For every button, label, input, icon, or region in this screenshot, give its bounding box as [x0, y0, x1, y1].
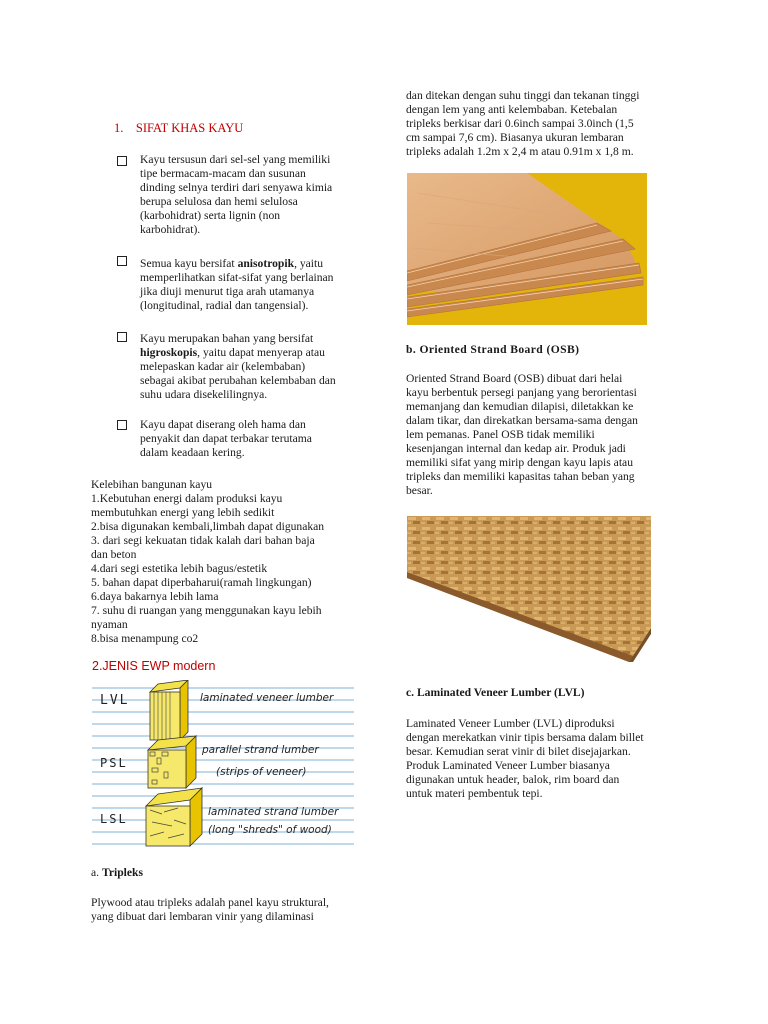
tripleks-text: Plywood atau tripleks adalah panel kayu struktural, yang dibuat dari lembaran vinir yang dilaminasi: [91, 896, 329, 923]
plywood-sheets-svg: [407, 173, 647, 325]
sketch-caption-psl: parallel strand lumber: [202, 744, 319, 756]
sketch-code-lsl: LSL: [100, 812, 128, 826]
bullet-2-text: Semua kayu bersifat anisotropik, yaitu memperlihatkan sifat-sifat yang berlainan jika diuji menurut tiga arah utamanya (longitudinal, radial dan tangensial).: [140, 257, 334, 312]
bullet-box-3: [117, 332, 127, 342]
osb-photo: [407, 516, 651, 662]
sketch-caption-psl-2: (strips of veneer): [216, 766, 307, 778]
sketch-caption-lvl: laminated veneer lumber: [200, 692, 334, 704]
anisotropik-term: anisotropik: [237, 257, 295, 270]
bullet-3-text: Kayu merupakan bahan yang bersifat higroskopis, yaitu dapat menyerap atau melepaskan kadar air (kelembaban) sebagai akibat perubahan kelembaban dan suhu udara disekelilingnya.: [140, 332, 336, 401]
lvl-text: Laminated Veneer Lumber (LVL) diproduksi dengan merekatkan vinir tipis bersama dalam billet besar. Kemudian serat vinir di bilet disejajarkan. Produk Laminated Veneer Lumber biasanya digunakan untuk header, balok, rim board dan untuk materi pembentuk tepi.: [406, 717, 644, 800]
osb-heading: b. Oriented Strand Board (OSB): [406, 343, 580, 356]
higroskopis-term: higroskopis: [140, 346, 198, 359]
bullet-box-4: [117, 420, 127, 430]
sketch-code-lvl: LVL: [100, 693, 130, 708]
lvl-heading: c. Laminated Veneer Lumber (LVL): [406, 686, 585, 699]
ewp-sketch-svg: [92, 680, 354, 848]
psl-block: [148, 736, 196, 788]
osb-board-svg: [407, 516, 651, 662]
sketch-caption-lsl-2: (long "shreds" of wood): [208, 824, 332, 836]
bullet-box-2: [117, 256, 127, 266]
plywood-photo: [407, 173, 647, 325]
section-heading-sifat: 1. SIFAT KHAS KAYU: [114, 121, 244, 135]
sketch-caption-lsl: laminated strand lumber: [208, 806, 339, 818]
lsl-block: [146, 788, 202, 846]
bullet-4-text: Kayu dapat diserang oleh hama dan penyakit dan dapat terbakar terutama dalam keadaan kering.: [140, 418, 312, 459]
tripleks-continued-text: dan ditekan dengan suhu tinggi dan tekanan tinggi dengan lem yang anti kelembaban. Ketebalan tripleks berkisar dari 0.6inch sampai 3.0inch (1,5 cm sampai 7,6 cm). Biasanya ukuran lembaran tripleks adalah 1.2m x 2,4 m atau 0.91m x 1,8 m.: [406, 89, 640, 158]
sketch-code-psl: PSL: [100, 756, 128, 770]
bullet-1-text: Kayu tersusun dari sel-sel yang memiliki tipe bermacam-macam dan susunan dinding selnya terdiri dari senyawa kimia berupa selulosa dan hemi selulosa (karbohidrat) serta lignin (non karbohidrat).: [140, 153, 333, 236]
osb-text: Oriented Strand Board (OSB) dibuat dari helai kayu berbentuk persegi panjang yang berorientasi memanjang dan kemudian dilapisi, diletakkan ke dalam tikar, dan direkatkan bersama-sama dengan lem pemanas. Panel OSB tidak memiliki kesenjangan internal dan kedap air. Produk jadi memiliki sifat yang mirip dengan kayu lapis atau tripleks dan memiliki kapasitas tahan beban yang besar.: [406, 372, 638, 497]
advantages-list: Kelebihan bangunan kayu 1.Kebutuhan energi dalam produksi kayu membutuhkan energi yang lebih sedikit 2.bisa digunakan kembali,limbah dapat digunakan 3. dari segi kekuatan tidak kalah dari bahan baja dan beton 4.dari segi estetika lebih bagus/estetik 5. bahan dapat diperbaharui(ramah lingkungan) 6.daya bakarnya lebih lama 7. suhu di ruangan yang menggunakan kayu lebih nyaman 8.bisa menampung co2: [91, 478, 325, 645]
bullet-box-1: [117, 156, 127, 166]
ewp-sketch-figure: [92, 680, 354, 848]
lvl-block: [150, 680, 188, 740]
tripleks-heading: a. Tripleks: [91, 866, 143, 879]
section-heading-ewp: 2.JENIS EWP modern: [92, 659, 216, 673]
